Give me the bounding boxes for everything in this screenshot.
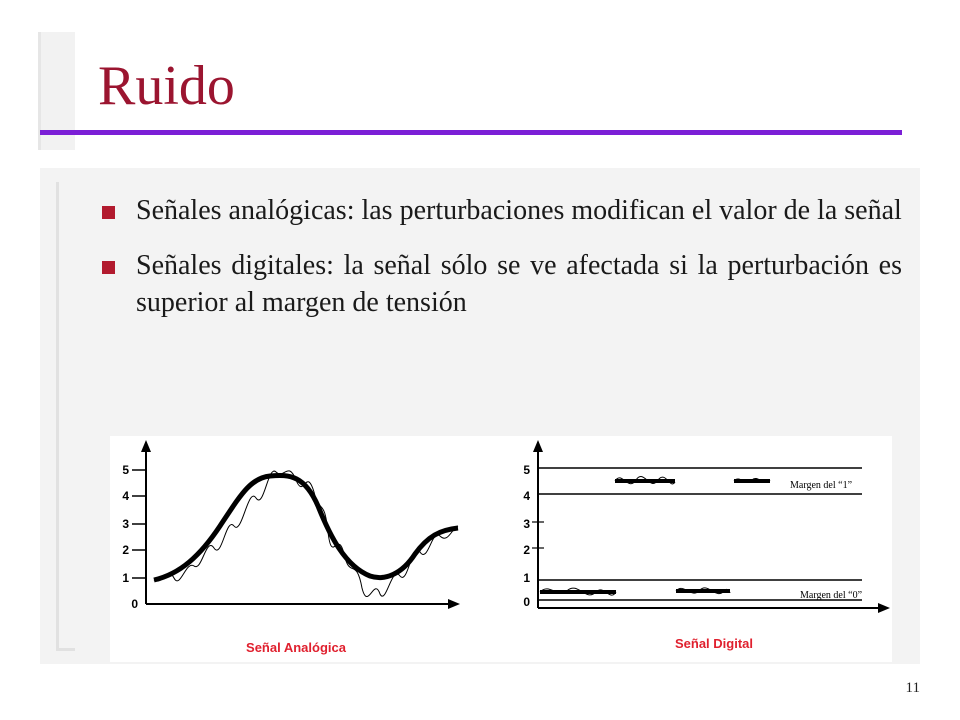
title-underline xyxy=(40,130,902,135)
digital-y-arrow-icon xyxy=(533,440,543,452)
analog-y-tick-2: 2 xyxy=(122,543,129,557)
analog-y-tick-4: 4 xyxy=(122,489,129,503)
analog-y-tick-0: 0 xyxy=(131,597,138,611)
bullet-item-digital xyxy=(100,247,902,321)
digital-y-tick-4: 4 xyxy=(523,489,530,503)
digital-y-tick-3: 3 xyxy=(523,517,530,531)
bullet-item-analog xyxy=(100,192,902,229)
digital-y-tick-0: 0 xyxy=(523,595,530,609)
signal-figure xyxy=(110,436,892,662)
bullet-text-digital: Señales digitales: la señal sólo se ve afectada si la perturbación es superior al margen de tensión xyxy=(136,250,902,318)
bullet-list xyxy=(100,192,902,339)
page-number: 11 xyxy=(905,680,920,696)
analog-caption: Señal Analógica xyxy=(246,640,346,655)
slide-title: Ruido xyxy=(98,55,235,117)
analog-y-arrow-icon xyxy=(141,440,151,452)
digital-plot xyxy=(523,440,890,651)
digital-caption: Señal Digital xyxy=(674,636,754,651)
digital-y-tick-2: 2 xyxy=(523,543,530,557)
bullet-square-icon xyxy=(102,261,115,274)
analog-y-tick-3: 3 xyxy=(122,517,129,531)
bullet-square-icon xyxy=(102,206,115,219)
bullet-text-analog: Señales analógicas: las perturbaciones modifican el valor de la señal xyxy=(136,195,902,226)
digital-y-tick-5: 5 xyxy=(523,463,530,477)
decorative-bar-bottom xyxy=(56,182,75,651)
margin-high-label: Margen del “1” xyxy=(790,480,853,491)
analog-y-tick-1: 1 xyxy=(122,571,129,585)
margin-low-label: Margen del “0” xyxy=(800,590,863,601)
analog-plot xyxy=(122,440,460,655)
digital-y-tick-1: 1 xyxy=(523,571,530,585)
analog-x-arrow-icon xyxy=(448,599,460,609)
digital-x-arrow-icon xyxy=(878,603,890,613)
analog-y-tick-5: 5 xyxy=(122,463,129,477)
